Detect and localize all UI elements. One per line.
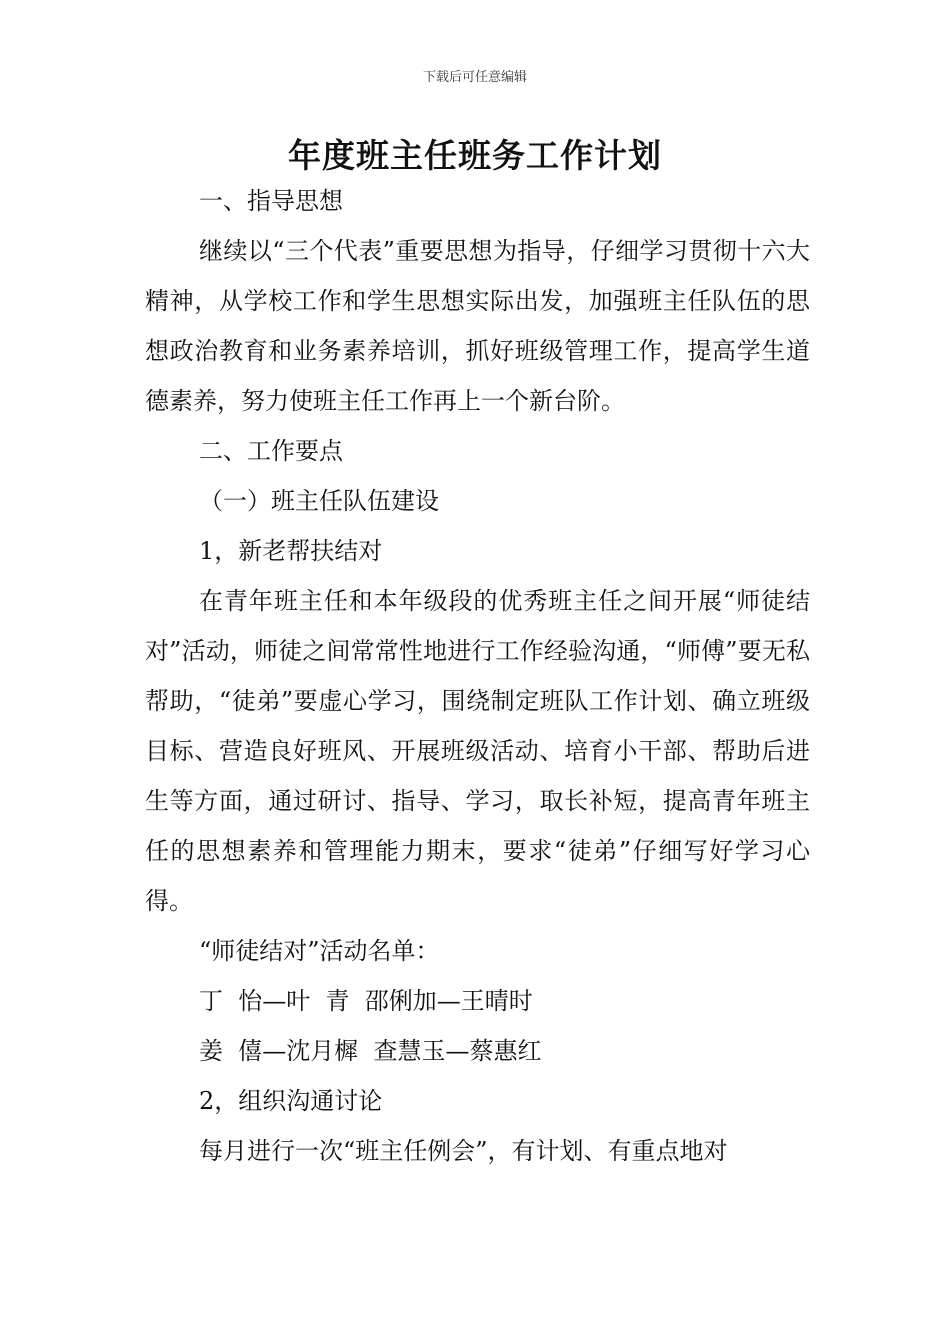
header-note: 下载后可任意编辑 xyxy=(422,70,527,85)
pair-list-title: “师徒结对”活动名单： xyxy=(199,937,440,965)
document-body xyxy=(145,176,810,1176)
section1-body: 继续以“三个代表”重要思想为指导，仔细学习贯彻十六大精神，从学校工作和学生思想实际出发，加强班主任队伍的思想政治教育和业务素养培训，抓好班级管理工作，提高学生道德素养，努力使班主任工作再上一个新台阶。 xyxy=(145,237,810,415)
section1-heading: 一、指导思想 xyxy=(199,187,343,215)
item1-heading: 1，新老帮扶结对 xyxy=(199,537,383,565)
section2-heading: 二、工作要点 xyxy=(199,437,343,465)
item2-heading: 2，组织沟通讨论 xyxy=(199,1087,383,1115)
document-title: 年度班主任班务工作计划 xyxy=(288,136,662,175)
pair-list-row-text: 姜 僖—沈月樨 查慧玉—蔡惠红 xyxy=(199,1037,542,1065)
pair-list-row xyxy=(145,976,810,1026)
section2-subheading: （一）班主任队伍建设 xyxy=(199,487,439,515)
pair-list-row xyxy=(145,1026,810,1076)
item1-body: 在青年班主任和本年级段的优秀班主任之间开展“师徒结对”活动，师徒之间常常性地进行工作经验沟通，“师傅”要无私帮助，“徒弟”要虚心学习，围绕制定班队工作计划、确立班级目标、营造良好班风、开展班级活动、培育小干部、帮助后进生等方面，通过研讨、指导、学习，取长补短，提高青年班主任的思想素养和管理能力期末，要求“徒弟”仔细写好学习心得。 xyxy=(145,587,810,915)
pair-list-row-text: 丁 怡—叶 青 邵俐加—王晴时 xyxy=(199,987,533,1015)
item2-body: 每月进行一次“班主任例会”，有计划、有重点地对 xyxy=(199,1137,728,1165)
